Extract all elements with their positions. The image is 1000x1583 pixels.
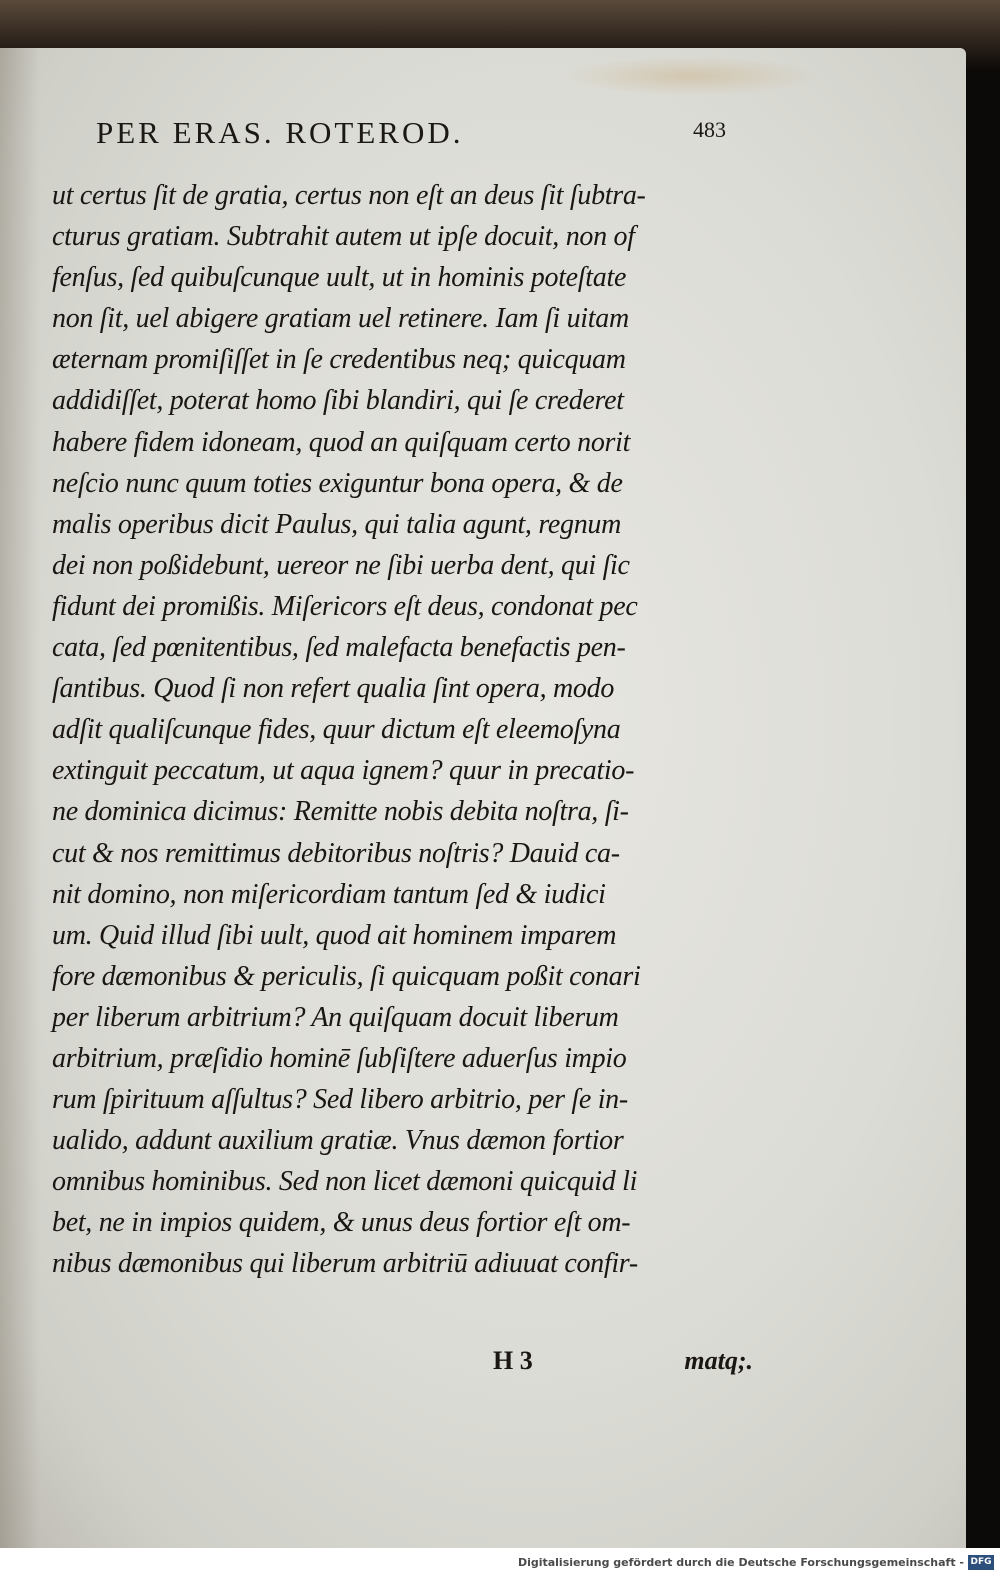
text-line: dei non poßidebunt, uereor ne ſibi uerba dent, qui ſic <box>52 549 630 581</box>
text-line: omnibus hominibus. Sed non licet dæmoni quicquid li <box>52 1166 638 1198</box>
text-line: adſit qualiſcunque fides, quur dictum eſt eleemoſyna <box>52 714 621 746</box>
text-line: nibus dæmonibus qui liberum arbitriū adiuuat confir- <box>52 1248 638 1280</box>
text-line: extinguit peccatum, ut aqua ignem? quur in precatio- <box>52 755 635 787</box>
text-line: cturus gratiam. Subtrahit autem ut ipſe docuit, non of <box>52 221 635 253</box>
text-line: habere fidem idoneam, quod an quiſquam certo norit <box>52 426 631 458</box>
signature-mark: H 3 <box>493 1346 533 1375</box>
credit-bar <box>0 1548 1000 1583</box>
text-line: æternam promiſiſſet in ſe credentibus neq; quicquam <box>52 344 626 376</box>
text-line: bet, ne in impios quidem, & unus deus fortior eſt om- <box>52 1207 631 1239</box>
text-line: ſantibus. Quod ſi non refert qualia ſint opera, modo <box>52 673 615 705</box>
text-line: rum ſpirituum aſſultus? Sed libero arbitrio, per ſe in- <box>52 1084 628 1116</box>
catchword: matq;. <box>684 1346 753 1375</box>
text-line: nit domino, non miſericordiam tantum ſed & iudici <box>52 878 606 910</box>
page-footer <box>493 1346 753 1386</box>
text-line: cut & nos remittimus debitoribus noſtris? Dauid ca- <box>52 837 620 869</box>
text-line: malis operibus dicit Paulus, qui talia agunt, regnum <box>52 508 622 540</box>
running-head <box>96 115 726 155</box>
running-title: PER ERAS. ROTEROD. <box>96 115 464 150</box>
text-line: fidunt dei promißis. Miſericors eſt deus, condonat pec <box>52 590 638 622</box>
body-text <box>52 175 752 1285</box>
text-line: cata, ſed pœnitentibus, ſed malefacta benefactis pen- <box>52 632 626 664</box>
text-line: non ſit, uel abigere gratiam uel retinere. Iam ſi uitam <box>52 303 629 335</box>
dfg-logo-icon: DFG <box>968 1555 994 1570</box>
text-line: ne dominica dicimus: Remitte nobis debita noſtra, ſi- <box>52 796 629 828</box>
page-gutter-shadow <box>0 48 40 1548</box>
text-line: ualido, addunt auxilium gratiæ. Vnus dæmon fortior <box>52 1125 624 1157</box>
text-line: fenſus, ſed quibuſcunque uult, ut in hominis poteſtate <box>52 262 627 294</box>
funding-credit: Digitalisierung gefördert durch die Deutsche Forschungsgemeinschaft - <box>517 1556 964 1569</box>
text-line: ut certus ſit de gratia, certus non eſt an deus ſit ſubtra- <box>52 180 646 211</box>
text-line: per liberum arbitrium? An quiſquam docuit liberum <box>52 1001 619 1033</box>
text-line: um. Quid illud ſibi uult, quod ait hominem imparem <box>52 919 617 951</box>
page-number: 483 <box>693 117 726 142</box>
text-line: arbitrium, præſidio hominē ſubſiſtere aduerſus impio <box>52 1042 627 1074</box>
text-line: neſcio nunc quum toties exiguntur bona opera, & de <box>52 467 623 499</box>
text-line: fore dæmonibus & periculis, ſi quicquam poßit conari <box>52 960 641 992</box>
text-line: addidiſſet, poterat homo ſibi blandiri, qui ſe crederet <box>52 385 624 417</box>
paper-stain <box>560 56 820 96</box>
